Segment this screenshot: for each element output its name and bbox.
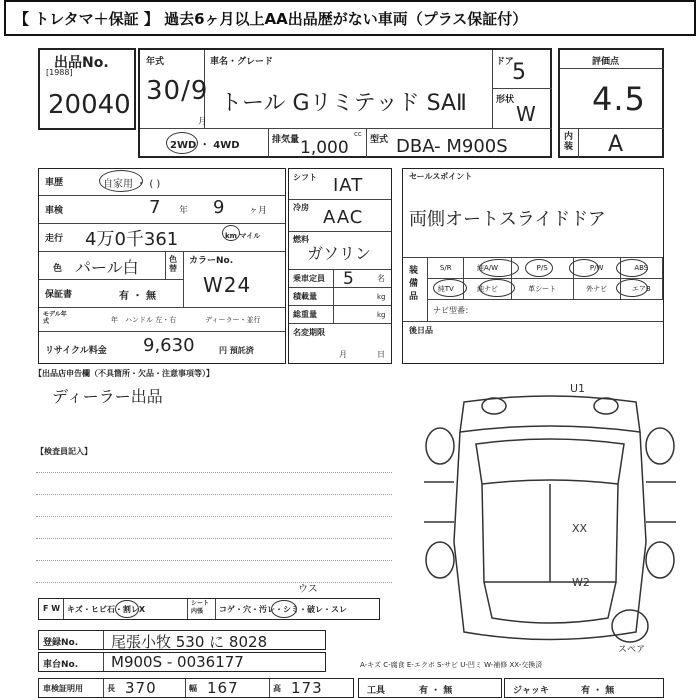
lot-number: 20040 (48, 90, 131, 120)
navi-model-label: ナビ型番： (433, 306, 473, 315)
capacity-label: 乗車定員 (293, 274, 325, 283)
equip-circle-aw (479, 259, 519, 277)
diagram-mark-w2: W2 (572, 576, 590, 589)
inspection-month-value: 9 (213, 197, 226, 218)
condition-row (38, 598, 380, 620)
equip-ext-navi: 外ナビ (573, 279, 620, 300)
year-suffix: 月 (198, 117, 208, 127)
drive-selected-circle (166, 132, 198, 154)
model-label: 車名・グレード (210, 57, 274, 67)
fw-circle (115, 600, 139, 618)
gross-unit: kg (377, 311, 386, 319)
model-year-label: モデル年式 (43, 311, 67, 325)
fw-options: キズ・ヒビ石・割レX (67, 605, 146, 614)
shift-label: シフト (293, 173, 317, 182)
history-label: 車歴 (45, 178, 64, 188)
history-box (38, 168, 286, 364)
displacement-value: 1,000 (300, 138, 349, 158)
fuel-label: 燃料 (293, 235, 309, 244)
inspector-notes-box (32, 446, 394, 596)
equip-navi: 純ナビ (464, 279, 511, 300)
equipment-label: 装備品 (409, 266, 419, 302)
document-header (4, 0, 696, 36)
equip-circle-tv (433, 279, 467, 297)
recycle-label: リサイクル料金 (45, 346, 107, 356)
load-label: 積載量 (293, 292, 317, 301)
diagram-mark-u1: U1 (570, 382, 586, 395)
dim-width-value: 167 (207, 679, 239, 697)
seat-circle (271, 600, 297, 618)
dimensions-row (38, 678, 354, 698)
lot-sub: [1988] (46, 68, 73, 77)
equip-circle-ps (525, 259, 553, 277)
body-type-label: 形状 (496, 95, 515, 105)
dim-length-value: 370 (125, 679, 157, 697)
jack-options: 有 ・ 無 (581, 686, 615, 696)
aircon-label: 冷房 (293, 203, 309, 212)
jack-row (504, 678, 664, 698)
equip-tv: 純TV (428, 279, 464, 300)
mileage-km-circle (222, 225, 240, 241)
inspection-year-unit: 年 (179, 206, 189, 216)
equip-circle-abs (616, 259, 648, 277)
shift-value: IAT (333, 175, 364, 196)
year-value: 30/9 (146, 76, 209, 106)
model-value: トール Gリミテッド SAⅡ (220, 91, 467, 116)
registration-value: 尾張小牧 530 に 8028 (111, 633, 268, 651)
equip-sr: S/R (428, 258, 464, 279)
capacity-value: 5 (343, 269, 355, 289)
sales-box (402, 168, 664, 364)
equip-circle-pw (569, 259, 599, 277)
dimensions-label: 車検証明用 (43, 684, 83, 693)
color-change-label: 色替 (169, 255, 177, 273)
fw-label: F W (43, 604, 61, 613)
score-label: 評価点 (592, 57, 620, 67)
chassis-row (38, 652, 326, 672)
equip-abs: ABS (620, 258, 662, 279)
equip-leather: 革シート (511, 279, 573, 300)
equip-airbag: エアB (620, 279, 662, 300)
interior-label: 内装 (564, 132, 574, 152)
lot-label: 出品No. (54, 55, 109, 71)
damage-legend: A-キズ C-腐食 E-エクボ S-サビ U-凹ミ W-補修 XX-交換済 (360, 661, 543, 669)
diagram-mark-xx: XX (572, 522, 588, 535)
equip-pw: P/W (573, 258, 620, 279)
mileage-unit: km マイル (225, 232, 261, 240)
model-code-value: DBA- M900S (396, 136, 508, 157)
handle-options: ハンドル 左・右 (125, 316, 177, 324)
warranty-label: 保証書 (45, 290, 73, 300)
color-code-value: W24 (203, 273, 252, 297)
sales-point-label: セールスポイント (409, 172, 473, 181)
car-damage-diagram (404, 372, 696, 652)
chassis-value: M900S - 0036177 (111, 653, 244, 671)
header-title: 【 トレタマ＋保証 】 過去6ヶ月以上AA出品歴がない車両（プラス保証付） (14, 10, 528, 28)
condition-annotation: ウス (298, 584, 318, 595)
lot-box (38, 48, 136, 130)
displacement-label: 排気量 (272, 135, 300, 145)
year-label: 年式 (146, 57, 165, 67)
seat-label: シート 内張 (191, 600, 210, 615)
name-change-label: 名変期限 (293, 328, 325, 337)
tools-row (358, 678, 502, 698)
spare-label: スペア (618, 645, 646, 655)
score-box (558, 48, 664, 158)
equip-circle-navi (479, 279, 515, 297)
body-type-value: W (516, 102, 537, 126)
color-code-label: カラーNo. (189, 256, 234, 266)
vehicle-box (138, 48, 552, 158)
drive-options: 2WD ・ 4WD (170, 140, 240, 151)
history-options: 自家用 ・ ( ) (103, 179, 161, 190)
equip-ps: P/S (511, 258, 573, 279)
aircon-value: AAC (323, 207, 364, 228)
dealer-options: ディーラー・並行 (205, 316, 261, 324)
chassis-label: 車台No. (43, 660, 79, 670)
model-year-unit: 年 (111, 316, 118, 324)
seat-options: コゲ・穴・汚レ・シミ・破レ・スレ (219, 605, 347, 614)
color-value: パール白 (75, 258, 139, 277)
registration-label: 登録No. (43, 638, 79, 648)
capacity-unit: 名 (377, 274, 385, 283)
seller-notes-label: 【出品店申告欄（不具箇所・欠品・注意事項等）】 (34, 369, 214, 378)
model-code-label: 型式 (370, 135, 389, 145)
name-change-day: 日 (377, 350, 385, 359)
displacement-unit: cc (354, 130, 362, 138)
gross-label: 総重量 (293, 310, 317, 319)
inspection-month-unit: ヶ月 (249, 206, 268, 216)
equip-aw: 純A/W (464, 258, 511, 279)
load-unit: kg (377, 293, 386, 301)
recycle-unit: 円 預託済 (219, 346, 254, 355)
equip-circle-airbag (616, 279, 648, 297)
sales-point-value: 両側オートスライドドア (409, 209, 606, 230)
color-label: 色 (53, 264, 63, 274)
inspection-year-value: 7 (149, 197, 162, 218)
recycle-value: 9,630 (143, 335, 195, 356)
dim-height-value: 173 (291, 679, 323, 697)
history-selected-circle (99, 170, 143, 192)
tools-options: 有 ・ 無 (419, 686, 453, 696)
registration-row (38, 630, 326, 650)
inspector-notes-label: 【検査員記入】 (36, 447, 92, 456)
notes-label: 後日品 (409, 326, 433, 335)
doors-value: 5 (512, 60, 527, 85)
fuel-value: ガソリン (307, 244, 372, 263)
jack-label: ジャッキ (513, 686, 549, 696)
tools-label: 工具 (367, 686, 386, 696)
dim-length-unit: 長 (107, 684, 115, 693)
mileage-value: 4万0千361 (85, 229, 179, 250)
dim-height-unit: 高 (273, 684, 281, 693)
spec-box (288, 168, 392, 364)
inspection-label: 車検 (45, 206, 64, 216)
seller-notes-box (32, 366, 392, 440)
seller-notes-value: ディーラー出品 (52, 387, 163, 406)
name-change-month: 月 (339, 350, 347, 359)
score-value: 4.5 (592, 80, 646, 118)
interior-value: A (608, 132, 625, 157)
mileage-label: 走行 (45, 234, 64, 244)
dim-width-unit: 幅 (189, 684, 197, 693)
doors-label: ドア (496, 57, 514, 67)
warranty-options: 有 ・ 無 (119, 291, 156, 302)
